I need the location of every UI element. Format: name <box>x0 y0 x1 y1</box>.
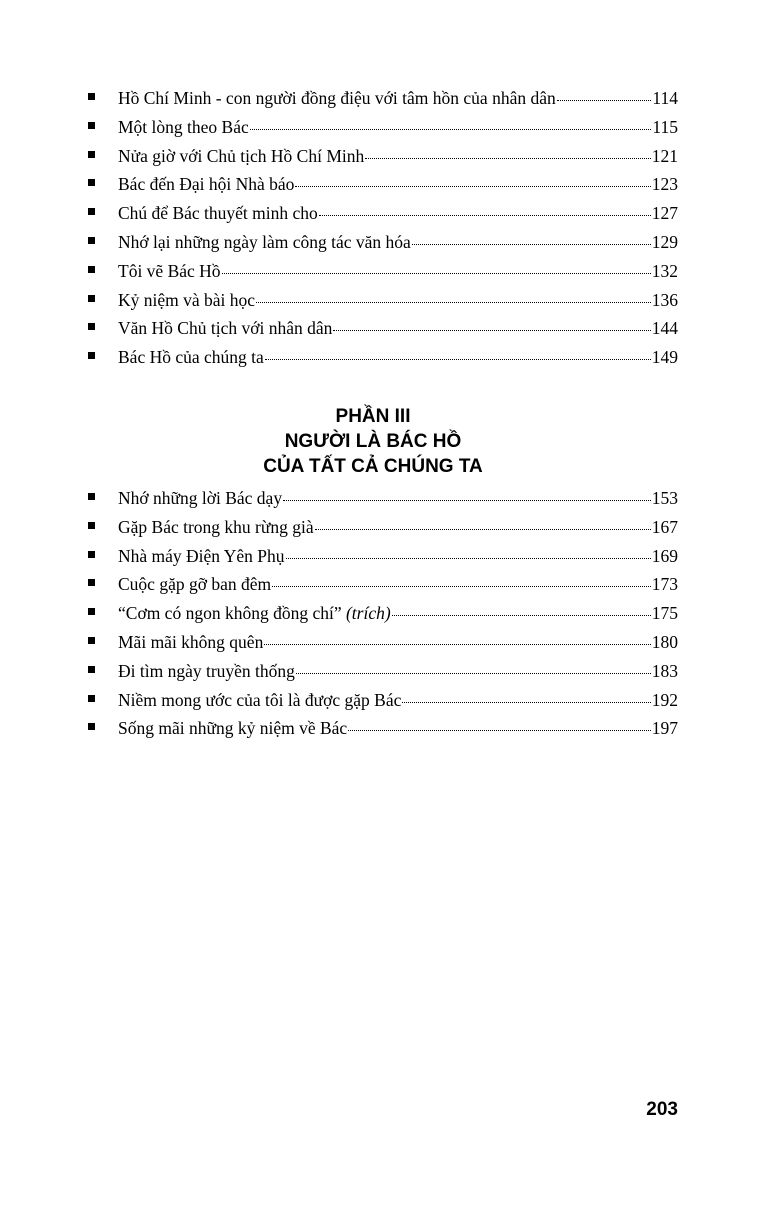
entry-title-text: Nhớ lại những ngày làm công tác văn hóa <box>118 231 411 252</box>
square-bullet-icon <box>88 266 95 273</box>
toc-entry-page: 127 <box>651 203 678 224</box>
toc-entry-page: 175 <box>651 603 678 624</box>
square-bullet-icon <box>88 723 95 730</box>
toc-entry[interactable] <box>88 632 678 661</box>
toc-entry[interactable] <box>88 261 678 290</box>
toc-list-part-3 <box>88 488 678 747</box>
toc-entry-page: 144 <box>651 318 678 339</box>
square-bullet-icon <box>88 637 95 644</box>
entry-title-text: Gặp Bác trong khu rừng già <box>118 516 314 537</box>
toc-entry-title <box>118 690 401 711</box>
toc-entry[interactable] <box>88 690 678 719</box>
entry-title-note: (trích) <box>345 603 391 624</box>
dot-leader <box>295 186 650 187</box>
square-bullet-icon <box>88 352 95 359</box>
dot-leader <box>286 558 651 559</box>
entry-title-text: Cuộc gặp gỡ ban đêm <box>118 574 272 595</box>
dot-leader <box>264 644 650 645</box>
toc-entry-page: 169 <box>651 545 678 566</box>
entry-title-text: Hồ Chí Minh - con người đồng điệu với tâm hồn của nhân dân <box>118 88 556 108</box>
toc-entry-title <box>118 632 263 653</box>
toc-entry-title <box>118 488 282 509</box>
square-bullet-icon <box>88 695 95 702</box>
toc-entry[interactable] <box>88 488 678 517</box>
entry-title-text: Một lòng theo Bác <box>118 116 249 137</box>
toc-entry[interactable] <box>88 88 678 117</box>
toc-entry-title <box>118 574 271 595</box>
toc-entry-title <box>118 347 264 368</box>
toc-entry[interactable] <box>88 290 678 319</box>
part-title-line-1: NGƯỜI LÀ BÁC HỒ <box>284 431 462 452</box>
dot-leader <box>392 615 651 616</box>
toc-entry-page: 180 <box>651 631 678 652</box>
square-bullet-icon <box>88 295 95 302</box>
toc-entry[interactable] <box>88 318 678 347</box>
toc-entry-page: 173 <box>651 574 678 595</box>
toc-list-part-2 <box>88 88 678 376</box>
toc-entry[interactable] <box>88 517 678 546</box>
dot-leader <box>272 586 651 587</box>
dot-leader <box>283 500 651 501</box>
toc-entry-page: 149 <box>651 347 678 368</box>
entry-title-text: Tôi vẽ Bác Hồ <box>118 260 221 281</box>
square-bullet-icon <box>88 522 95 529</box>
dot-leader <box>557 100 652 101</box>
entry-title-text: Kỷ niệm và bài học <box>118 289 256 310</box>
entry-title-text: Văn Hồ Chủ tịch với nhân dân <box>118 318 333 339</box>
square-bullet-icon <box>88 151 95 158</box>
toc-entry-title <box>118 517 314 538</box>
dot-leader <box>296 673 651 674</box>
toc-entry-title <box>118 146 364 167</box>
entry-title-text: Nhà máy Điện Yên Phụ <box>118 545 285 566</box>
dot-leader <box>319 215 651 216</box>
entry-title-text: Đi tìm ngày truyền thống <box>118 660 295 681</box>
square-bullet-icon <box>88 208 95 215</box>
dot-leader <box>256 302 651 303</box>
toc-entry-page: 153 <box>651 488 678 508</box>
toc-entry-title <box>118 232 411 253</box>
toc-entry-title <box>118 603 391 624</box>
toc-entry-title <box>118 718 347 739</box>
toc-entry-page: 114 <box>652 88 678 108</box>
toc-entry[interactable] <box>88 603 678 632</box>
part-title-line-2: CỦA TẤT CẢ CHÚNG TA <box>263 456 483 477</box>
toc-entry[interactable] <box>88 661 678 690</box>
square-bullet-icon <box>88 122 95 129</box>
toc-entry-page: 183 <box>651 660 678 681</box>
toc-entry-title <box>118 88 556 109</box>
square-bullet-icon <box>88 237 95 244</box>
toc-entry-page: 136 <box>651 289 678 310</box>
dot-leader <box>315 529 651 530</box>
toc-entry-title <box>118 661 295 682</box>
toc-entry[interactable] <box>88 146 678 175</box>
part-number: PHẦN III <box>335 406 411 427</box>
toc-entry-page: 121 <box>651 145 678 166</box>
entry-title-text: Sống mãi những kỷ niệm về Bác <box>118 718 348 739</box>
entry-title-text: “Cơm có ngon không đồng chí” <box>118 603 342 624</box>
toc-entry[interactable] <box>88 574 678 603</box>
entry-title-text: Chú để Bác thuyết minh cho <box>118 203 318 224</box>
toc-entry-title <box>118 290 255 311</box>
toc-entry-title <box>118 203 318 224</box>
toc-entry[interactable] <box>88 546 678 575</box>
square-bullet-icon <box>88 608 95 615</box>
toc-entry-title <box>118 174 294 195</box>
entry-title-text: Nửa giờ với Chủ tịch Hồ Chí Minh <box>118 145 365 166</box>
square-bullet-icon <box>88 666 95 673</box>
toc-entry-title <box>118 261 221 282</box>
dot-leader <box>265 359 651 360</box>
toc-entry-page: 123 <box>651 174 678 195</box>
toc-entry[interactable] <box>88 117 678 146</box>
toc-entry[interactable] <box>88 347 678 376</box>
square-bullet-icon <box>88 551 95 558</box>
dot-leader <box>402 702 650 703</box>
toc-entry-title <box>118 318 332 339</box>
dot-leader <box>222 273 651 274</box>
entry-title-text: Nhớ những lời Bác dạy <box>118 488 283 508</box>
entry-title-text: Niềm mong ước của tôi là được gặp Bác <box>118 689 402 710</box>
toc-entry-page: 192 <box>651 689 678 710</box>
toc-entry-page: 129 <box>651 231 678 252</box>
toc-entry[interactable] <box>88 718 678 747</box>
toc-entry-page: 132 <box>651 260 678 281</box>
toc-entry[interactable] <box>88 174 678 203</box>
dot-leader <box>348 730 651 731</box>
toc-entry[interactable] <box>88 232 678 261</box>
toc-entry-page: 115 <box>652 116 678 137</box>
entry-title-text: Mãi mãi không quên <box>118 631 264 652</box>
dot-leader <box>333 330 650 331</box>
square-bullet-icon <box>88 323 95 330</box>
toc-entry-title <box>118 546 285 567</box>
square-bullet-icon <box>88 93 95 100</box>
toc-entry-page: 167 <box>651 516 678 537</box>
dot-leader <box>412 244 651 245</box>
square-bullet-icon <box>88 179 95 186</box>
page-number: 203 <box>646 1099 678 1120</box>
square-bullet-icon <box>88 493 95 500</box>
dot-leader <box>365 158 650 159</box>
toc-entry-title <box>118 117 249 138</box>
part-heading <box>78 404 668 479</box>
square-bullet-icon <box>88 579 95 586</box>
toc-entry[interactable] <box>88 203 678 232</box>
entry-title-text: Bác đến Đại hội Nhà báo <box>118 174 295 195</box>
entry-title-text: Bác Hồ của chúng ta <box>118 347 264 368</box>
dot-leader <box>250 129 652 130</box>
toc-entry-page: 197 <box>651 718 678 739</box>
